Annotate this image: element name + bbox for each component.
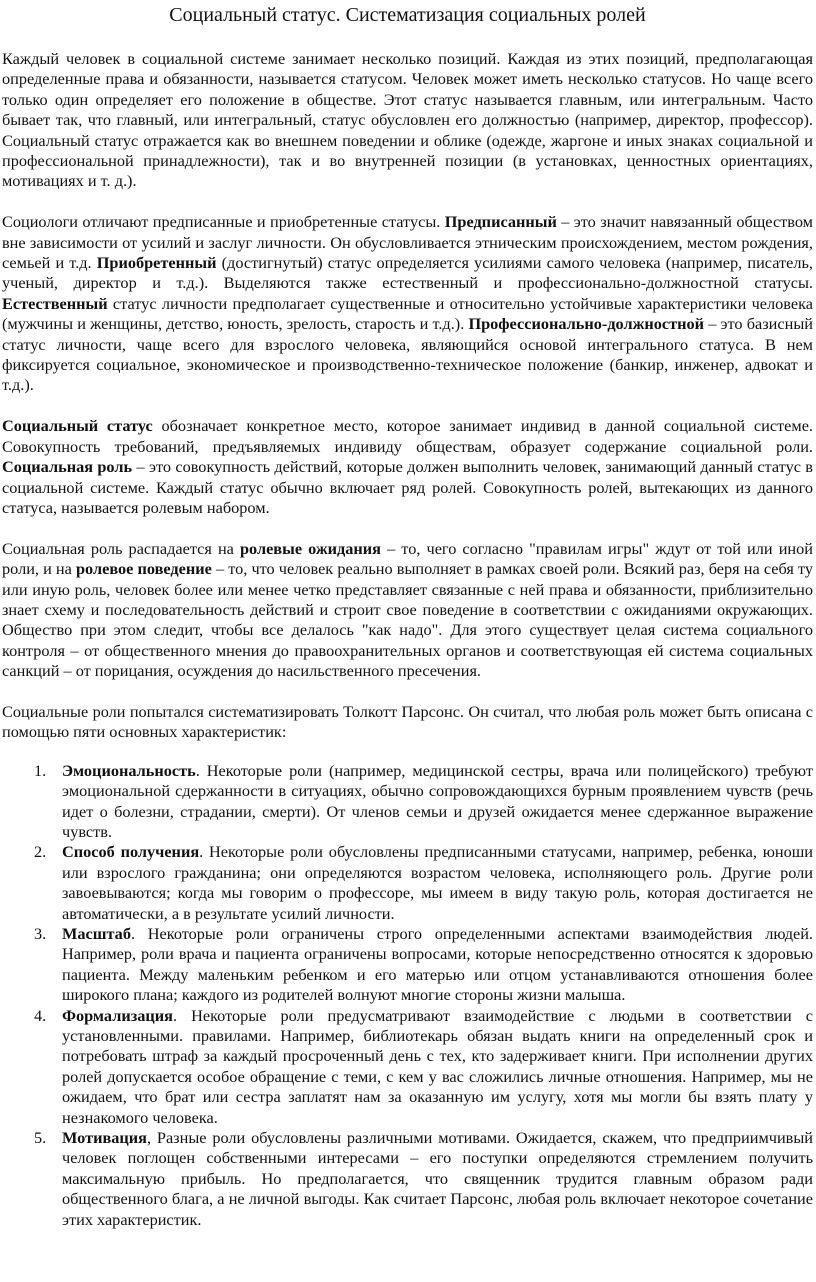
list-item-text: , Разные роли обусловлены различными мотивами. Ожидается, скажем, что предприимчивый человек поглощен собственными интересами – его поступки определяются стремлением получить максимальную прибыль. Но предполагается, что священник трудится главным образом ради общественного блага, а не личной выгоды. Как считает Парсонс, любая роль включает некоторое сочетание этих характеристик. [62,1128,813,1229]
list-item-term: Формализация [62,1005,173,1025]
characteristics-list [2,761,813,1230]
list-number: 5. [34,1128,47,1148]
term-achieved: Приобретенный [96,253,217,273]
list-item [2,1128,813,1230]
text-run: – то, чего согласно "правилам игры" ждут от той или иной роли, и на [2,538,813,579]
term-role-behavior: ролевое поведение [75,559,212,579]
paragraph-status-types [2,212,813,396]
list-item [2,1006,813,1128]
document-page [0,3,816,1230]
list-number: 2. [34,842,47,862]
list-number: 1. [34,760,47,780]
term-professional: Профессионально-должностной [468,314,705,334]
text-run: – то, что человек реально выполняет в рамках своей роли. Всякий раз, беря на себя ту или иную роль, человек более или менее четко представляет связанные с ней права и обязанности, приблизительно знает схему и последовательность действий и строит свое поведение в соответствии с ожиданиями окружающих. Общество при этом следит, чтобы все делалось "как надо". Для этого существует целая система социального контроля – от общественного мнения до правоохранительных органов и соответствующая ей система социальных санкций – от порицания, осуждения до насильственного пресечения. [2,559,813,681]
list-item-term: Масштаб [62,924,131,943]
list-item-term: Способ получения [62,842,200,862]
list-item-text: . Некоторые роли предусматривают взаимодействие с людьми в соответствии с установленными. правилами. Например, библиотекарь обязан выдать книги на определенный срок и потребовать штраф за каждый просроченный день с тех, кто задерживает книги. При исполнении других ролей допускается особое обращение с теми, с кем у вас сложились личные отношения. Например, мы не ожидаем, что брат или сестра заплатят нам за оказанную им услугу, хотя мы могли бы взять плату у незнакомого человека. [62,1005,813,1127]
text-run: обозначает конкретное место, которое занимает индивид в данной социальной системе. Совокупность требований, предъявляемых индивиду обществам, образует содержание социальной роли. [2,416,813,456]
paragraph-status-intro: Каждый человек в социальной системе занимает несколько позиций. Каждая из этих позиций, предполагающая определенные права и обязанности, называется статусом. Человек может иметь несколько статусов. Но чаще всего только один определяет его положение в обществе. Этот статус называется главным, или интегральным. Часто бывает так, что главный, или интегральный, статус обусловлен его должностью (например, директор, профессор). Социальный статус отражается как во внешнем поведении и облике (одежде, жаргоне и иных знаках социальной и профессиональной принадлежности), так и во внутренней позиции (в установках, ценностных ориентациях, мотивациях и т. д.). [2,49,813,191]
list-number: 4. [34,1005,47,1025]
text-run: статус личности предполагает существенные и относительно устойчивые характеристики человека (мужчины и женщины, детство, юность, зрелость, старость и т.д.). [2,293,813,334]
page-title: Социальный статус. Систематизация социальных ролей [169,4,646,26]
paragraph-parsons-intro: Социальные роли попытался систематизировать Толкотт Парсонс. Он считал, что любая роль может быть описана с помощью пяти основных характеристик: [2,701,813,742]
term-social-status: Социальный статус [2,416,153,436]
paragraph-role-expectations [2,539,813,682]
list-number: 3. [34,924,47,943]
term-social-role: Социальная роль [2,457,133,477]
text-run: Социальная роль распадается на [2,538,240,558]
list-item [2,761,813,843]
list-item-text: . Некоторые роли обусловлены предписанными статусами, например, ребенка, юноши или взрослого гражданина; они определяются возрастом человека, исполняющего роль. Другие роли завоевываются; когда мы говорим о профессоре, мы имеем в виду такую роль, которая достигается не автоматически, а в результате усилий личности. [62,842,814,923]
list-item-text: . Некоторые роли ограничены строго определенными аспектами взаимодействия людей. Например, роли врача и пациента ограничены вопросами, которые непосредственно относятся к здоровью пациента. Между маленьким ребенком и его матерью или отцом устанавливаются отношения более широкого плана; каждого из родителей волнуют многие стороны жизни малыша. [62,924,813,1005]
term-role-expectations: ролевые ожидания [239,538,381,558]
text-run: – это базисный статус личности, чаще всего для взрослого человека, являющийся основой интегрального статуса. В нем фиксируется социальное, экономическое и производственно-техническое положение (банкир, инженер, адвокат и т.д.). [2,314,813,395]
paragraph-social-role [2,416,813,518]
term-ascribed: Предписанный [444,212,557,232]
list-item [2,842,813,924]
term-natural: Естественный [2,293,108,313]
text-run: (достигнутый) статус определяется усилиями самого человека (например, писатель, ученый, директор и т.д.). Выделяются также естественный и профессионально-должностной статусы. [2,253,813,293]
text-run: – это совокупность действий, которые должен выполнить человек, занимающий данный статус в социальной системе. Каждый статус обычно включает ряд ролей. Совокупность ролей, вытекающих из данного статуса, называется ролевым набором. [2,457,813,517]
list-item-term: Мотивация [62,1128,147,1148]
list-item-text: . Некоторые роли (например, медицинской сестры, врача или полицейского) требуют эмоциональной сдержанности в ситуациях, обычно сопровождающихся бурным проявлением чувств (речь идет о болезни, страдании, смерти). От членов семьи и друзей ожидается менее сдержанное выражение чувств. [62,760,813,841]
text-run: – это значит навязанный обществом вне зависимости от усилий и заслуг личности. Он обусловливается этническим происхождением, местом рождения, семьей и т.д. [2,212,813,273]
list-item [2,924,813,1006]
list-item-term: Эмоциональность [62,760,196,780]
text-run: Социологи отличают предписанные и приобретенные статусы. [2,212,445,232]
